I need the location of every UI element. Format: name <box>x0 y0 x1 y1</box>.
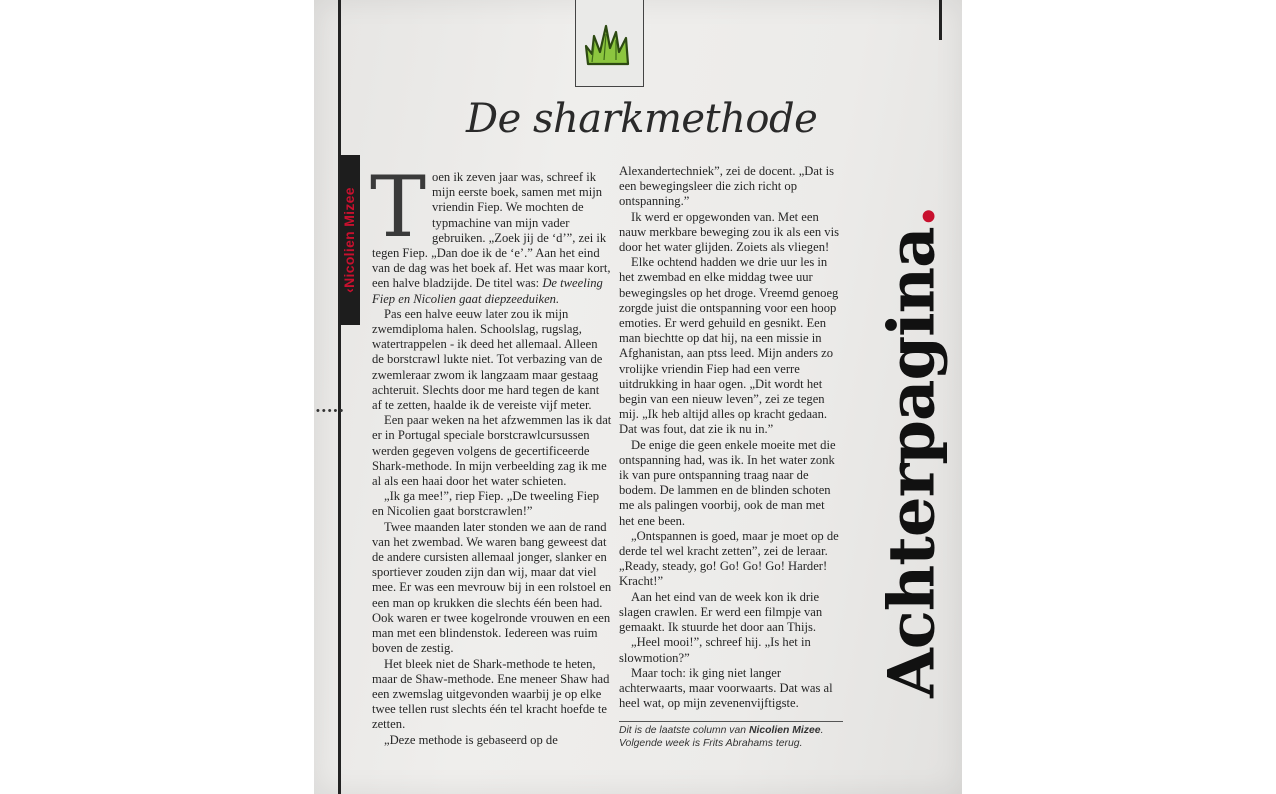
footnote-suffix: . Volgende week is Frits Abrahams terug. <box>619 725 824 749</box>
column-rule-right <box>939 0 942 40</box>
author-name-vertical: ‹Nicolien Mizee <box>341 187 357 293</box>
paragraph: Alexandertechniek”, zei de docent. „Dat is een bewegingsleer die zich richt op ontspanning.” <box>619 164 835 209</box>
paragraph: Pas een halve eeuw later zou ik mijn zwemdiploma halen. Schoolslag, rugslag, watertrappelen - ik deed het allemaal. Alleen de borstcrawl lukte niet. Tot verbazing van de zwemleraar zwom ik langzaam maar gestaag achteruit. Slechts door me hard tegen de kant af te zetten, haalde ik de vereiste vijf meter. <box>372 306 603 413</box>
author-footnote <box>619 721 843 750</box>
dotted-leader: ••••• <box>316 405 346 417</box>
paragraph: „Heel mooi!”, schreef hij. „Is het in slowmotion?” <box>619 635 811 665</box>
grass-icon <box>582 14 636 74</box>
paragraph: „Ik ga mee!”, riep Fiep. „De tweeling Fiep en Nicolien gaat borstcrawlen!” <box>372 489 600 519</box>
paragraph: „Ontspannen is goed, maar je moet op de derde tel wel kracht zetten”, zei de leraar. „Ready, steady, go! Go! Go! Go! Harder! Kracht!” <box>619 528 839 589</box>
paragraph: Elke ochtend hadden we drie uur les in het zwembad en elke middag twee uur bewegingsles op het droge. Vreemd genoeg zorgde juist die ontspanning voor een hoop emoties. Er werd gehuild en gesnikt. Een man biechtte op dat hij, na een missie in Afghanistan, aan ptss leed. Mijn anders zo vrolijke vriendin Fiep had een verre uitdrukking in haar ogen. „Dit wordt het begin van een nieuw leven”, zei ze tegen mij. „Ik heb altijd alles op kracht gedaan. Dat was fout, dat zie ik nu in.” <box>619 255 839 437</box>
drop-cap: T <box>370 158 427 256</box>
paragraph: Ik werd er opgewonden van. Met een nauw merkbare beweging zou ik als een vis door het water glijden. Zoiets als vliegen! <box>619 209 839 255</box>
column-rule-left <box>338 0 341 794</box>
book-title: De tweeling Fiep en Nicolien gaat diepzeeduiken. <box>372 276 603 306</box>
paragraph <box>370 158 612 307</box>
article-column-2 <box>619 164 843 711</box>
paragraph: De enige die geen enkele moeite met die ontspanning had, was ik. In het water zonk ik van pure ontspanning traag naar de bodem. De lammen en de blinden schoten me als palingen voorbij, ook de man met het ene been. <box>619 437 836 528</box>
grass-logo <box>575 0 644 87</box>
paragraph: Maar toch: ik ging niet langer achterwaarts, maar voorwaarts. Dat was al heel wat, op mijn zevenenvijftigste. <box>619 665 833 711</box>
author-name-text: Nicolien Mizee <box>341 187 357 288</box>
section-label-text: Achterpagina <box>874 227 950 698</box>
paragraph: Aan het eind van de week kon ik drie slagen crawlen. Er werd een filmpje van gemaakt. Ik stuurde het door aan Thijs. <box>619 589 823 635</box>
paragraph: Het bleek niet de Shark-methode te heten, maar de Shaw-methode. Ene meneer Shaw had een zwemslag uitgevonden waarbij je op elke twee tellen rust slechts één tel kracht hoefde te zetten. <box>372 656 610 732</box>
red-dot: . <box>874 206 950 228</box>
footnote-prefix: Dit is de laatste column van <box>619 725 749 736</box>
paragraph-text: oen ik zeven jaar was, schreef ik mijn eerste boek, samen met mijn vriendin Fiep. We mochten de typmachine van mijn vader gebruiken. „Zoek jij de ‘d’”, zei ik tegen Fiep. „Dan doe ik de ‘e’.” Aan het eind van de dag was het boek af. Het was maar kort, een halve bladzijde. De titel was: <box>372 170 611 291</box>
paragraph: „Deze methode is gebaseerd op de <box>384 732 558 747</box>
footnote-author: Nicolien Mizee <box>748 725 821 736</box>
paragraph: Een paar weken na het afzwemmen las ik dat er in Portugal speciale borstcrawlcursussen werden gegeven volgens de gecertificeerde Shark-methode. In mijn verbeelding zag ik me al als een haai door het water schieten. <box>372 413 612 489</box>
paragraph: Twee maanden later stonden we aan de rand van het zwembad. We waren bang geweest dat de andere cursisten allemaal jonger, slanker en sportiever zouden zijn dan wij, maar dat viel mee. Er was een mevrouw bij in een rolstoel en een man op krukken die slechts één been had. Ook waren er twee kogelronde vrouwen en een man met een blindenstok. Iedereen was ruim boven de zestig. <box>372 519 612 656</box>
article-column-1 <box>370 158 612 748</box>
section-label <box>875 206 950 698</box>
article-title: De sharkmethode <box>466 96 818 142</box>
